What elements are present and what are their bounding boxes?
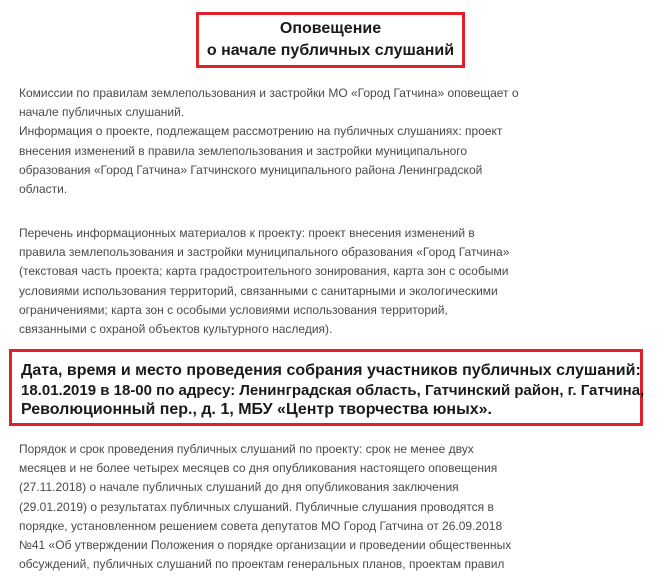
text-line: области. xyxy=(19,182,68,197)
meeting-line: Революционный пер., д. 1, МБУ «Центр творчества юных». xyxy=(21,401,492,418)
text-line: ограничениями; карта зон с особыми условиями использования территорий, xyxy=(19,302,448,317)
text-line: начале публичных слушаний. xyxy=(19,105,185,120)
text-line: (текстовая часть проекта; карта градостроительного зонирования, карта зон с особыми xyxy=(19,264,509,279)
materials-paragraph xyxy=(19,224,664,339)
text-line: Перечень информационных материалов к проекту: проект внесения изменений в xyxy=(19,226,475,240)
notice-title-line2: о начале публичных слушаний xyxy=(206,42,455,59)
text-line: порядке, установленном решением совета депутатов МО Город Гатчина от 26.09.2018 xyxy=(19,518,503,533)
text-line: правила землепользования и застройки муниципального образования «Город Гатчина» xyxy=(19,245,510,260)
text-line: (27.11.2018) о начале публичных слушаний до дня опубликования заключения xyxy=(19,480,459,495)
text-line: образования «Город Гатчина» Гатчинского муниципального района Ленинградской xyxy=(19,162,483,177)
text-line: связанными с охраной объектов культурного наследия). xyxy=(19,322,333,337)
text-line: обсуждений, публичных слушаний по проектам генеральных планов, проектам правил xyxy=(19,557,505,572)
text-line: месяцев и не более четырех месяцев со дня опубликования настоящего оповещения xyxy=(19,461,498,476)
text-line: Комиссии по правилам землепользования и застройки МО «Город Гатчина» оповещает о xyxy=(19,86,519,100)
meeting-line: 18.01.2019 в 18-00 по адресу: Ленинградская область, Гатчинский район, г. Гатчина, xyxy=(21,381,645,399)
notice-title-line1: Оповещение xyxy=(279,20,382,37)
text-line: №41 «Об утверждении Положения о порядке организации и проведении общественных xyxy=(19,538,512,553)
meeting-line: Дата, время и место проведения собрания участников публичных слушаний: xyxy=(21,362,641,379)
procedure-paragraph xyxy=(19,440,664,574)
text-line: Порядок и срок проведения публичных слушаний по проекту: срок не менее двух xyxy=(19,442,474,456)
text-line: (29.01.2019) о результатах публичных слушаний. Публичные слушания проводятся в xyxy=(19,499,494,514)
text-line: Информация о проекте, подлежащем рассмотрению на публичных слушаниях: проект xyxy=(19,124,503,139)
text-line: внесения изменений в правила землепользования и застройки муниципального xyxy=(19,143,468,158)
meeting-info-box xyxy=(9,349,643,426)
intro-paragraph xyxy=(19,84,664,199)
notice-title-box xyxy=(196,12,465,68)
text-line: условиями использования территорий, связанными с санитарными и экологическими xyxy=(19,283,498,298)
